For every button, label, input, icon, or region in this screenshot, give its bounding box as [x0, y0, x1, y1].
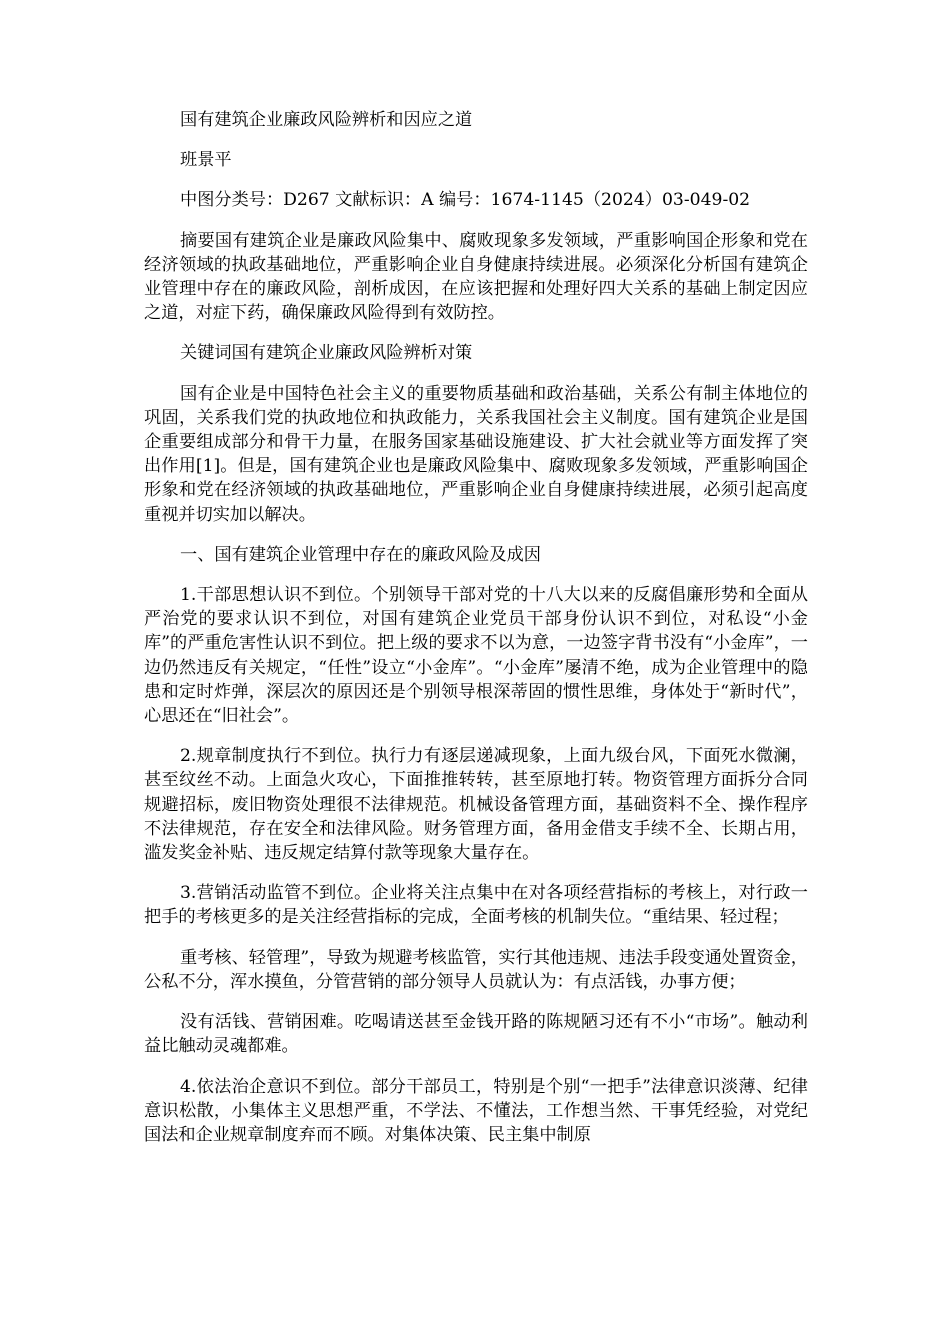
classification-line: 中图分类号：D267 文献标识：A 编号：1674-1145（2024）03-049-02: [180, 190, 751, 211]
body-paragraph: 重考核、轻管理”，导致为规避考核监管，实行其他违规、违法手段变通处置资金，公私不分，浑水摸鱼，分管营销的部分领导人员就认为：有点活钱，办事方便；: [144, 947, 808, 992]
intro-paragraph: 国有企业是中国特色社会主义的重要物质基础和政治基础，关系公有制主体地位的巩固，关系我们党的执政地位和执政能力，关系我国社会主义制度。国有建筑企业是国企重要组成部分和骨干力量，在服务国家基础设施建设、扩大社会就业等方面发挥了突出作用[1]。但是，国有建筑企业也是廉政风险集中、腐败现象多发领域，严重影响国企形象和党在经济领域的执政基础地位，严重影响企业自身健康持续进展，必须引起高度重视并切实加以解决。: [144, 383, 808, 525]
section-heading: 一、国有建筑企业管理中存在的廉政风险及成因: [180, 544, 541, 565]
author-name: 班景平: [180, 150, 232, 171]
document-page: [144, 108, 808, 1163]
body-paragraph: 3.营销活动监管不到位。企业将关注点集中在对各项经营指标的考核上，对行政一把手的考核更多的是关注经营指标的完成，全面考核的机制失位。“重结果、轻过程；: [144, 883, 808, 928]
body-paragraph: 没有活钱、营销困难。吃喝请送甚至金钱开路的陈规陋习还有不小“市场”。触动利益比触动灵魂都难。: [144, 1012, 808, 1057]
body-paragraph: 4.依法治企意识不到位。部分干部员工，特别是个别“一把手”法律意识淡薄、纪律意识松散，小集体主义思想严重，不学法、不懂法，工作想当然、干事凭经验，对党纪国法和企业规章制度弃而不顾。对集体决策、民主集中制原: [144, 1076, 808, 1145]
body-paragraph: 2.规章制度执行不到位。执行力有逐层递减现象，上面九级台风，下面死水微澜，甚至纹丝不动。上面急火攻心，下面推推转转，甚至原地打转。物资管理方面拆分合同规避招标，废旧物资处理很不法律规范。机械设备管理方面，基础资料不全、操作程序不法律规范，存在安全和法律风险。财务管理方面，备用金借支手续不全、长期占用，滥发奖金补贴、违反规定结算付款等现象大量存在。: [144, 746, 808, 864]
body-paragraph: 1.干部思想认识不到位。个别领导干部对党的十八大以来的反腐倡廉形势和全面从严治党的要求认识不到位，对国有建筑企业党员干部身份认识不到位，对私设“小金库”的严重危害性认识不到位。把上级的要求不以为意，一边签字背书没有“小金库”，一边仍然违反有关规定，“任性”设立“小金库”。“小金库”屡清不绝，成为企业管理中的隐患和定时炸弹，深层次的原因还是个别领导根深蒂固的惯性思维，身体处于“新时代”，心思还在“旧社会”。: [144, 585, 808, 727]
abstract-paragraph: 摘要国有建筑企业是廉政风险集中、腐败现象多发领域，严重影响国企形象和党在经济领域的执政基础地位，严重影响企业自身健康持续进展。必须深化分析国有建筑企业管理中存在的廉政风险，剖析成因，在应该把握和处理好四大关系的基础上制定因应之道，对症下药，确保廉政风险得到有效防控。: [144, 230, 808, 324]
keywords-line: 关键词国有建筑企业廉政风险辨析对策: [180, 343, 473, 364]
document-title: 国有建筑企业廉政风险辨析和因应之道: [180, 110, 473, 130]
